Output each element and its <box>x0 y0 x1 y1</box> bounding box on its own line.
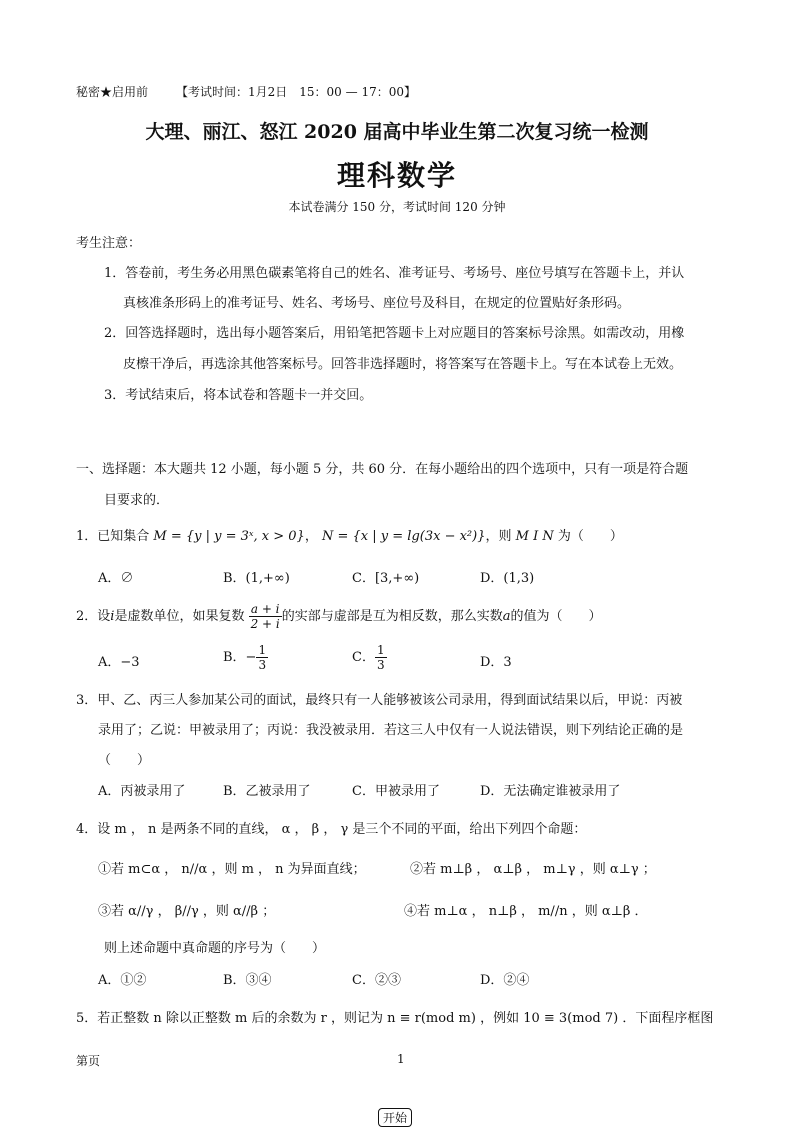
secret-label: 秘密★启用前 <box>76 85 149 99</box>
q4-proposition-3: ③若 α//γ ， β//γ ，则 α//β ； <box>98 904 276 919</box>
q3-option-d: D．无法确定谁被录用了 <box>480 784 621 799</box>
q1-option-c: C．[3,+∞) <box>352 571 420 586</box>
q2-i: i <box>110 609 115 624</box>
q2-option-c-num: 1 <box>376 643 385 657</box>
q3-option-a: A．丙被录用了 <box>98 784 186 799</box>
section1-heading-cont: 目要求的． <box>104 493 170 508</box>
q3-line3: （ ） <box>98 753 151 768</box>
q2-option-b-den: 3 <box>258 658 267 672</box>
notice-item-1-line1: 1．答卷前，考生务必用黑色碳素笔将自己的姓名、准考证号、考场号、座位号填写在答题卡上，并认 <box>104 266 685 281</box>
notice-item-2-line1: 2．回答选择题时，选出每小题答案后，用铅笔把答题卡上对应题目的答案标号涂黑。如需改动，用橡 <box>104 326 685 341</box>
q2-option-b-label: B．− <box>223 650 257 665</box>
question-2 <box>76 600 602 634</box>
q2-option-c-frac <box>375 643 387 672</box>
notice-item-1-line2: 真核准条形码上的准考证号、姓名、考场号、座位号及科目，在规定的位置贴好条形码。 <box>123 296 631 311</box>
q2-option-c <box>352 643 387 673</box>
q1-option-b: B．(1,+∞) <box>223 571 290 586</box>
q1-expr: M Ⅰ N <box>515 529 554 544</box>
q2-frac-den: 2 + i <box>250 617 280 631</box>
q2-option-b-frac <box>256 643 268 672</box>
footer-page-number: 1 <box>397 1052 405 1066</box>
q2-option-b-num: 1 <box>258 643 267 657</box>
q2-fraction <box>249 602 282 631</box>
q1-set-m: M = {y | y = 3ˣ, x > 0} <box>153 529 305 544</box>
notice-item-2-line2: 皮檫干净后，再选涂其他答案标号。回答非选择题时，将答案写在答题卡上。写在本试卷上无效。 <box>123 357 683 372</box>
question-1 <box>76 525 623 544</box>
q2-frac-num: a + i <box>249 602 282 617</box>
notice-item-3: 3．考试结束后，将本试卷和答题卡一并交回。 <box>104 388 373 403</box>
q2-option-c-den: 3 <box>376 658 385 672</box>
q1-option-d: D．(1,3) <box>480 571 535 586</box>
q2-option-a: A．−3 <box>98 655 140 670</box>
exam-title: 大理、丽江、怒江 2020 届高中毕业生第二次复习统一检测 <box>145 121 649 143</box>
q4-option-d: D．②④ <box>480 973 530 988</box>
q4-option-a: A．①② <box>98 973 147 988</box>
q2-a: a <box>502 609 511 624</box>
notice-heading: 考生注意： <box>76 236 142 251</box>
q4-option-c: C．②③ <box>352 973 401 988</box>
q4-proposition-4: ④若 m⊥α ， n⊥β ， m//n ，则 α⊥β ． <box>404 904 648 919</box>
exam-time: 【考试时间：1月2日 15：00 — 17：00】 <box>176 85 416 99</box>
q2-prefix: 2．设 <box>76 609 111 624</box>
q4-line1: 4．设 m ， n 是两条不同的直线， α ， β ， γ 是三个不同的平面，给出下列四个命题： <box>76 822 587 837</box>
q2-ask: 的值为（ ） <box>510 609 602 624</box>
q4-ask: 则上述命题中真命题的序号为（ ） <box>104 941 326 956</box>
subject-title: 理科数学 <box>336 159 457 192</box>
q1-sep: ， <box>304 529 318 544</box>
q2-after: 的实部与虚部是互为相反数，那么实数 <box>281 609 503 624</box>
q3-option-b: B．乙被录用了 <box>223 784 311 799</box>
q4-proposition-1: ①若 m⊂α ， n//α ，则 m ， n 为异面直线； <box>98 862 366 877</box>
flowchart-start-box: 开始 <box>378 1108 412 1127</box>
q3-line1: 3．甲、乙、丙三人参加某公司的面试，最终只有一人能够被该公司录用，得到面试结果以后，甲说：丙被 <box>76 693 683 708</box>
q1-prefix: 1．已知集合 <box>76 529 150 544</box>
section1-heading: 一、选择题：本大题共 12 小题，每小题 5 分，共 60 分．在每小题给出的四个选项中，只有一项是符合题 <box>76 462 689 477</box>
footer-page-label: 第页 <box>76 1054 101 1068</box>
q2-mid: 是虚数单位，如果复数 <box>114 609 245 624</box>
q2-option-d: D．3 <box>480 655 512 670</box>
q1-ask: 为（ ） <box>557 529 623 544</box>
q1-suffix: ，则 <box>485 529 512 544</box>
q3-line2: 录用了；乙说：甲被录用了；丙说：我没被录用．若这三人中仅有一人说法错误，则下列结论正确的是 <box>98 723 684 738</box>
q1-option-a: A．∅ <box>98 571 134 586</box>
q2-option-b <box>223 643 268 673</box>
q4-proposition-2: ②若 m⊥β ， α⊥β ， m⊥γ ，则 α⊥γ ； <box>410 862 656 877</box>
q5-line1: 5．若正整数 n 除以正整数 m 后的余数为 r ，则记为 n ≡ r(mod m) ，例如 10 ≡ 3(mod 7) ．下面程序框图 <box>76 1011 714 1026</box>
q1-set-n: N = {x | y = lg(3x − x²)} <box>322 529 486 544</box>
q3-option-c: C．甲被录用了 <box>352 784 440 799</box>
score-time: 本试卷满分 150 分，考试时间 120 分钟 <box>288 200 506 214</box>
q2-option-c-label: C． <box>352 650 375 665</box>
q4-option-b: B．③④ <box>223 973 272 988</box>
